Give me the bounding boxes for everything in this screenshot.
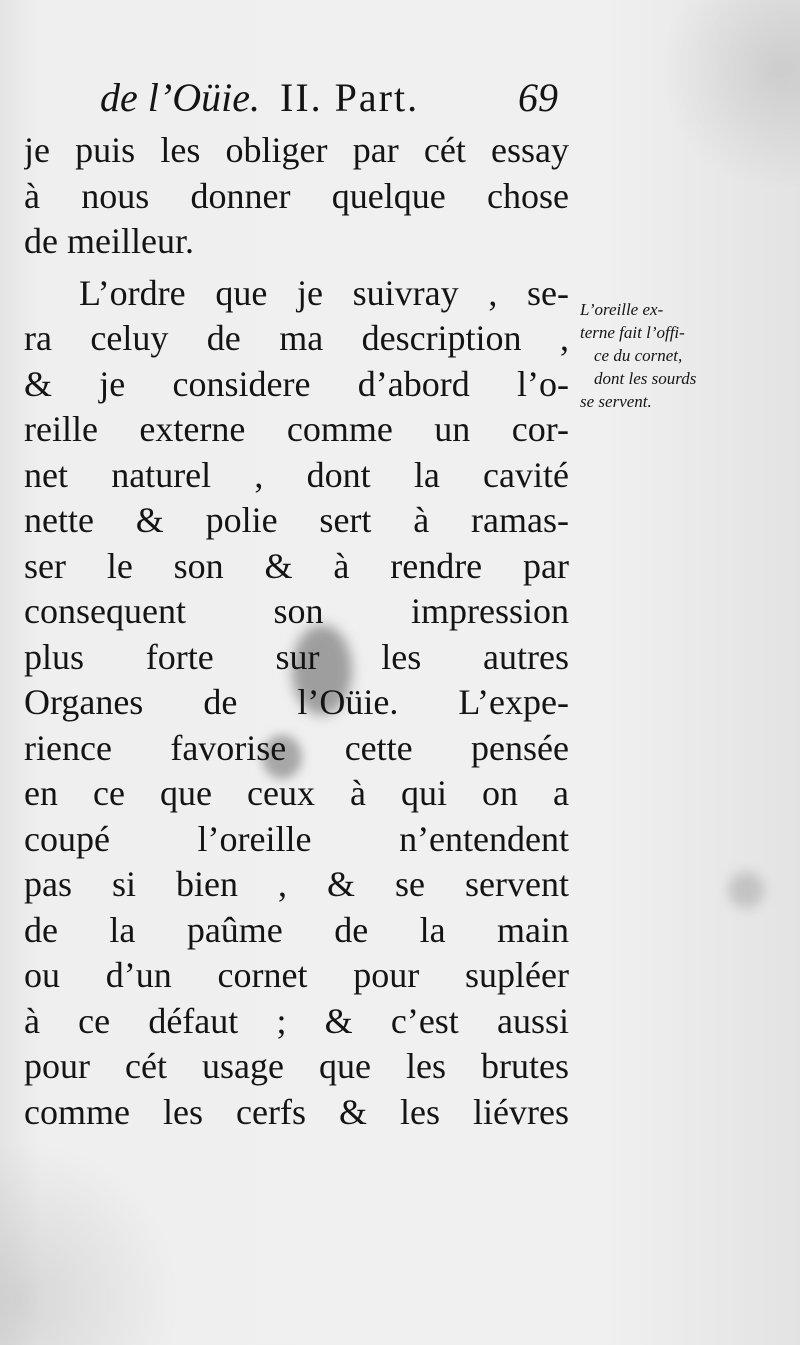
text-line: ra celuy de ma description , <box>24 318 569 358</box>
running-title: de l’Oüie. <box>100 75 260 120</box>
text-line: de meilleur. <box>24 221 194 261</box>
ink-stain <box>728 872 764 908</box>
text-line: rience favorise cette pensée <box>24 727 569 768</box>
text-line: à ce défaut ; & c’est aussi <box>24 1000 569 1041</box>
running-header <box>100 72 580 124</box>
margin-note-line: L’oreille ex- <box>580 300 664 319</box>
margin-note-line: se servent. <box>580 392 652 411</box>
text-line: consequent son impression <box>24 591 569 631</box>
text-line: pour cét usage que les brutes <box>24 1046 569 1086</box>
text-line: pas si bien , & se servent <box>24 864 569 904</box>
text-line: ou d’un cornet pour supléer <box>24 955 569 995</box>
text-line: reille externe comme un cor- <box>24 409 569 449</box>
text-line: à nous donner quelque chose <box>24 175 569 216</box>
text-line: net naturel , dont la cavité <box>24 454 569 495</box>
margin-note-line: ce du cornet, <box>594 346 683 365</box>
text-line: comme les cerfs & les liévres <box>24 1091 569 1132</box>
marginal-note <box>580 298 740 413</box>
text-line: je puis les obliger par cét essay <box>24 130 569 170</box>
page-number: 69 <box>518 75 558 120</box>
text-line: nette & polie sert à ramas- <box>24 500 569 540</box>
text-line: de la paûme de la main <box>24 909 569 950</box>
text-line: coupé l’oreille n’entendent <box>24 818 569 859</box>
text-line: plus forte sur les autres <box>24 636 569 677</box>
text-line: Organes de l’Oüie. L’expe- <box>24 682 569 722</box>
text-line: en ce que ceux à qui on a <box>24 773 569 813</box>
margin-note-line: terne fait l’offi- <box>580 323 685 342</box>
main-text <box>24 128 569 1135</box>
margin-note-line: dont les sourds <box>594 369 697 388</box>
part-label: II. Part. <box>280 75 420 120</box>
text-line: L’ordre que je suivray , se- <box>79 272 569 313</box>
text-line: ser le son & à rendre par <box>24 545 569 586</box>
text-line: & je considere d’abord l’o- <box>24 363 569 404</box>
